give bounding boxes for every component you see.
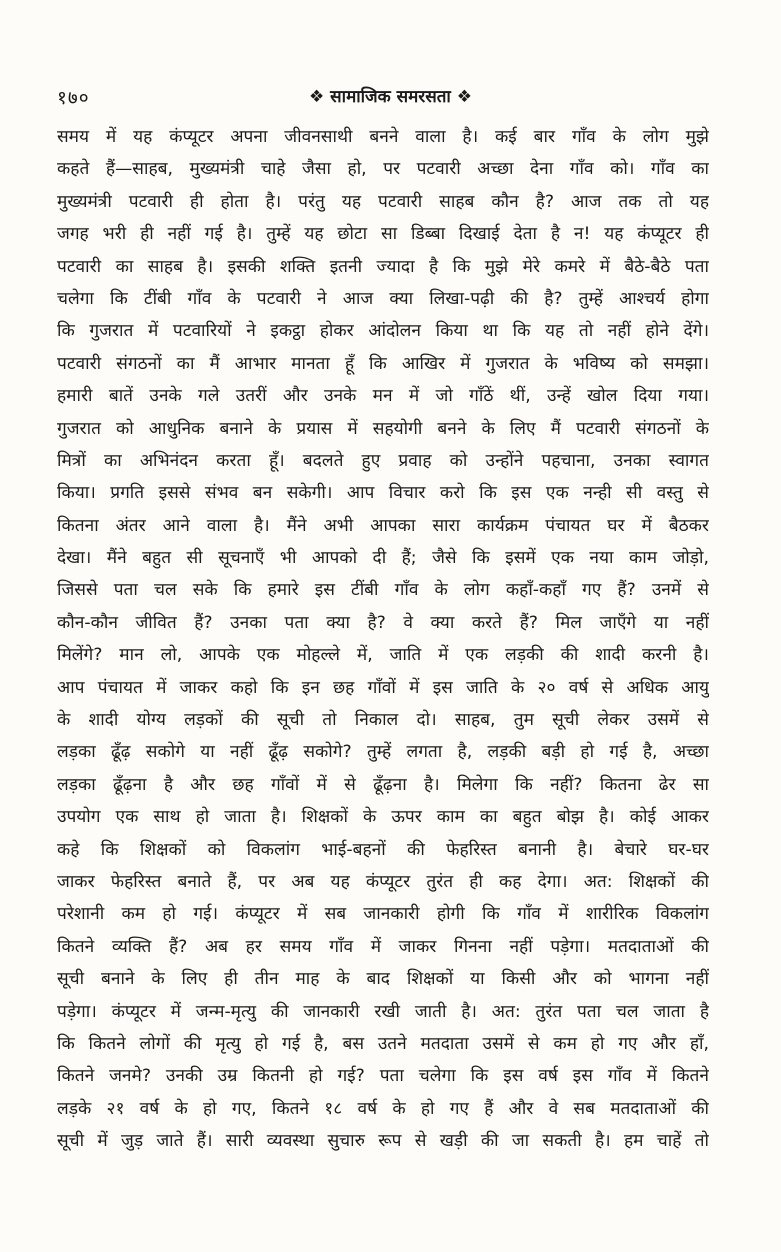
text-line: देखा। मैंने बहुत सी सूचनाएँ भी आपको दी हैं; जैसे कि इसमें एक नया काम जोड़ो, [57,548,709,569]
text-line: किया। प्रगति इससे संभव बन सकेगी। आप विचार करो कि इस एक नन्ही सी वस्तु से [57,483,709,504]
text-line: चलेगा कि टींबी गाँव के पटवारी ने आज क्या लिखा-पढ़ी की है? तुम्हें आश्चर्य होगा [57,288,709,309]
text-line: मिलेंगे? मान लो, आपके एक मोहल्ले में, जाति में एक लड़की की शादी करनी है। [57,645,709,666]
text-line: लड़के २१ वर्ष के हो गए, कितने १८ वर्ष के हो गए हैं और वे सब मतदाताओं की [57,1098,709,1119]
text-line: लड़का ढूँढ़ सकोगे या नहीं ढूँढ़ सकोगे? तुम्हें लगता है, लड़की बड़ी हो गई है, अच्छा [57,742,709,763]
running-title: ❖ सामाजिक समरसता ❖ [309,87,472,107]
text-line: हमारी बातें उनके गले उतरीं और उनके मन में जो गाँठें थीं, उन्हें खोल दिया गया। [57,386,709,407]
text-line: कौन-कौन जीवित हैं? उनका पता क्या है? वे क्या करते हैं? मिल जाएँगे या नहीं [57,612,709,633]
text-line: कि गुजरात में पटवारियों ने इकट्ठा होकर आंदोलन किया था कि यह तो नहीं होने देंगे। [57,321,709,342]
text-line: पड़ेगा। कंप्यूटर में जन्म-मृत्यु की जानकारी रखी जाती है। अत: तुरंत पता चल जाता है [57,1001,709,1022]
text-line: मित्रों का अभिनंदन करता हूँ। बदलते हुए प्रवाह को उन्होंने पहचाना, उनका स्वागत [57,450,709,471]
text-line: कहे कि शिक्षकों को विकलांग भाई-बहनों की फेहरिस्त बनानी है। बेचारे घर-घर [57,839,709,860]
text-line: समय में यह कंप्यूटर अपना जीवनसाथी बनने वाला है। कई बार गाँव के लोग मुझे [57,127,709,147]
text-line: गुजरात को आधुनिक बनाने के प्रयास में सहयोगी बनने के लिए मैं पटवारी संगठनों के [57,418,709,439]
text-line: जगह भरी ही नहीं गई है। तुम्हें यह छोटा सा डिब्बा दिखाई देता है न! यह कंप्यूटर ही [57,224,709,245]
page-number: १७० [57,87,90,109]
text-line: उपयोग एक साथ हो जाता है। शिक्षकों के ऊपर काम का बहुत बोझ है। कोई आकर [57,807,709,828]
text-line: कितना अंतर आने वाला है। मैंने अभी आपका सारा कार्यक्रम पंचायत घर में बैठकर [57,515,709,536]
text-line: जिससे पता चल सके कि हमारे इस टींबी गाँव के लोग कहाँ-कहाँ गए हैं? उनमें से [57,580,709,601]
text-line: पटवारी संगठनों का मैं आभार मानता हूँ कि आखिर में गुजरात के भविष्य को समझा। [57,353,709,374]
text-line: के शादी योग्य लड़कों की सूची तो निकाल दो। साहब, तुम सूची लेकर उसमें से [57,710,709,731]
text-line: जाकर फेहरिस्त बनाते हैं, पर अब यह कंप्यूटर तुरंत ही कह देगा। अत: शिक्षकों की [57,871,709,892]
text-line: कहते हैं—साहब, मुख्यमंत्री चाहे जैसा हो, पर पटवारी अच्छा देना गाँव को। गाँव का [57,159,709,180]
text-line: सूची बनाने के लिए ही तीन माह के बाद शिक्षकों या किसी और को भागना नहीं [57,969,709,990]
body-text [57,121,709,1158]
text-line: परेशानी कम हो गई। कंप्यूटर में सब जानकारी होगी कि गाँव में शारीरिक विकलांग [57,904,709,925]
text-line: कितने जनमे? उनकी उम्र कितनी हो गई? पता चलेगा कि इस वर्ष इस गाँव में कितने [57,1066,709,1087]
text-line: मुख्यमंत्री पटवारी ही होता है। परंतु यह पटवारी साहब कौन है? आज तक तो यह [57,191,709,212]
text-line: कितने व्यक्ति हैं? अब हर समय गाँव में जाकर गिनना नहीं पड़ेगा। मतदाताओं की [57,936,709,957]
text-line: कि कितने लोगों की मृत्यु हो गई है, बस उतने मतदाता उसमें से कम हो गए और हाँ, [57,1033,709,1054]
text-line: लड़का ढूँढ़ना है और छह गाँवों में से ढूँढ़ना है। मिलेगा कि नहीं? कितना ढेर सा [57,774,709,795]
text-line: पटवारी का साहब है। इसकी शक्ति इतनी ज्यादा है कि मुझे मेरे कमरे में बैठे-बैठे पता [57,256,709,277]
text-line: आप पंचायत में जाकर कहो कि इन छह गाँवों में इस जाति के २० वर्ष से अधिक आयु [57,677,709,698]
text-line: सूची में जुड़ जाते हैं। सारी व्यवस्था सुचारु रूप से खड़ी की जा सकती है। हम चाहें तो [57,1131,709,1152]
